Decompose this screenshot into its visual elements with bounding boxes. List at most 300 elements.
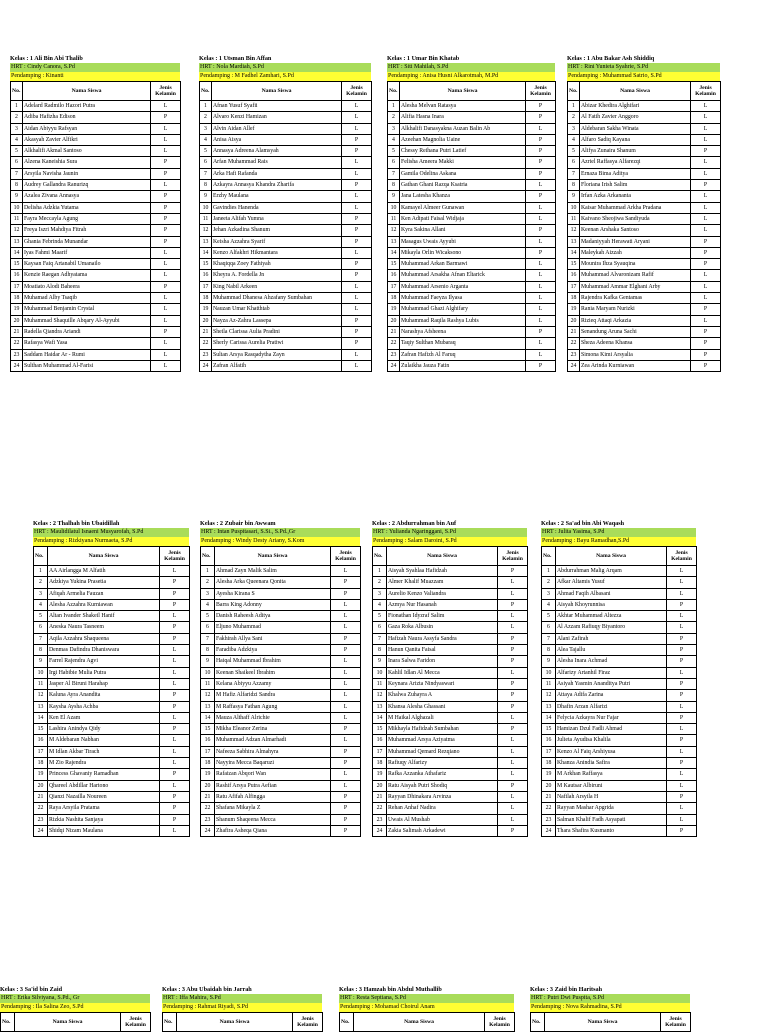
table-row [201, 791, 361, 802]
student-name: Simona Kimi Arsyalia [580, 349, 691, 360]
student-number: 10 [388, 202, 400, 213]
table-row [568, 270, 721, 281]
student-gender: P [691, 146, 721, 157]
header-name: Nama Siswa [354, 1013, 485, 1032]
student-number: 15 [542, 724, 556, 735]
student-number: 20 [201, 780, 215, 791]
table-row [11, 225, 181, 236]
table-row [200, 134, 372, 145]
header-name: Nama Siswa [15, 1013, 121, 1032]
student-number: 24 [34, 825, 48, 836]
student-name: Kaisar Muhammad Arkha Pradana [580, 202, 691, 213]
student-number: 4 [373, 599, 387, 610]
student-number: 8 [388, 180, 400, 191]
table-row [388, 168, 556, 179]
student-name: Zea Arinda Kurniawan [580, 360, 691, 371]
student-name: Nafeeza Sabhira Almahyra [215, 746, 331, 757]
student-number: 15 [201, 724, 215, 735]
student-gender: L [498, 667, 528, 678]
table-row [11, 315, 181, 326]
table-row [568, 202, 721, 213]
student-gender: P [667, 645, 697, 656]
student-gender: L [498, 803, 528, 814]
student-name: Senandung Aruna Sachi [580, 326, 691, 337]
table-row [34, 656, 190, 667]
student-number: 11 [200, 213, 212, 224]
student-name: AA Airlangga M Alfatih [48, 566, 160, 577]
student-name: Anisa Aisya [212, 134, 342, 145]
student-gender: P [498, 656, 528, 667]
student-number: 17 [34, 746, 48, 757]
student-gender: P [667, 791, 697, 802]
student-number: 13 [11, 236, 23, 247]
student-number: 1 [568, 101, 580, 112]
student-name: Aldebaran Sakha Winata [580, 123, 691, 134]
table-header-row [388, 82, 556, 101]
student-name: Felisha Ameera Makki [400, 157, 526, 168]
table-row [11, 112, 181, 123]
student-name: Keisha Azzahra Syarif [212, 236, 342, 247]
student-number: 14 [200, 247, 212, 258]
table-header-row [542, 547, 697, 566]
student-name: Alesha Melvan Ratasya [400, 101, 526, 112]
student-number: 17 [201, 746, 215, 757]
student-number: 18 [373, 758, 387, 769]
student-gender: P [160, 814, 190, 825]
student-number: 22 [542, 803, 556, 814]
student-number: 21 [200, 326, 212, 337]
student-gender: P [160, 803, 190, 814]
assistant-teacher: Pendamping : M Fadhel Zamhari, S.Pd [199, 72, 371, 81]
header-no: No. [11, 82, 23, 101]
assistant-teacher: Pendamping : Kinanti [10, 72, 180, 81]
student-name: Rayyan Dhinakara Arvinza [387, 791, 498, 802]
table-row [201, 690, 361, 701]
header-gender: Jenis Kelamin [485, 1013, 515, 1032]
student-name: Qhareel Abdillar Hartono [48, 780, 160, 791]
student-gender: L [160, 667, 190, 678]
table-row [542, 780, 697, 791]
student-name: Raya Arsyila Pratama [48, 803, 160, 814]
class-title: Kelas : 2 Zubair bin Awwam [200, 520, 276, 527]
homeroom-teacher: HRT : Siti Mahilah, S.Pd [387, 63, 555, 72]
table-row [200, 315, 372, 326]
table-row [542, 622, 697, 633]
student-number: 14 [542, 712, 556, 723]
student-number: 17 [11, 281, 23, 292]
table-row [11, 360, 181, 371]
class-block [372, 519, 527, 837]
student-table [33, 546, 190, 837]
student-number: 22 [568, 338, 580, 349]
homeroom-teacher: HRT : Rini Yunieta Syahrie, S.Pd [567, 63, 720, 72]
student-name: Azeehan Magnolia Uaine [400, 134, 526, 145]
table-row [200, 168, 372, 179]
student-gender: L [151, 247, 181, 258]
student-gender: L [151, 360, 181, 371]
student-number: 14 [568, 247, 580, 258]
table-row [11, 101, 181, 112]
table-row [34, 599, 190, 610]
student-gender: L [691, 157, 721, 168]
student-name: Keenan Arshaka Santoso [580, 225, 691, 236]
student-name: Gaza Roka Albusin [387, 622, 498, 633]
student-gender: L [342, 112, 372, 123]
table-row [542, 667, 697, 678]
student-gender: L [667, 814, 697, 825]
student-gender: L [667, 622, 697, 633]
table-row [200, 293, 372, 304]
student-name: Azriel Raffasya Alfarezqi [580, 157, 691, 168]
student-gender: L [526, 281, 556, 292]
student-gender: L [331, 667, 361, 678]
student-number: 23 [373, 814, 387, 825]
student-name: Kaysha Aysha Achba [48, 701, 160, 712]
table-row [542, 746, 697, 757]
student-gender: P [151, 213, 181, 224]
student-table [530, 1012, 691, 1032]
student-number: 19 [542, 769, 556, 780]
student-gender: L [331, 735, 361, 746]
student-gender: P [151, 191, 181, 202]
table-row [200, 338, 372, 349]
student-gender: P [160, 588, 190, 599]
student-gender: L [526, 270, 556, 281]
student-name: Muhammad Arkan Barmawi [400, 259, 526, 270]
table-row [200, 112, 372, 123]
student-gender: L [526, 338, 556, 349]
student-name: Arsyila Navisha Jaunin [23, 168, 151, 179]
student-table [200, 546, 361, 837]
student-gender: P [667, 690, 697, 701]
student-number: 12 [373, 690, 387, 701]
student-table [0, 1012, 151, 1032]
student-gender: L [342, 293, 372, 304]
student-name: Eljuno Muhammad [215, 622, 331, 633]
table-row [200, 270, 372, 281]
student-number: 21 [542, 791, 556, 802]
student-number: 18 [201, 758, 215, 769]
student-number: 2 [11, 112, 23, 123]
class-block [33, 519, 189, 837]
student-number: 24 [201, 825, 215, 836]
table-row [388, 326, 556, 337]
student-number: 2 [201, 577, 215, 588]
student-name: Aneska Naura Tasneem [48, 622, 160, 633]
student-name: Jana Latesha Khanza [400, 191, 526, 202]
student-gender: L [691, 281, 721, 292]
header-gender: Jenis Kelamin [498, 547, 528, 566]
student-number: 24 [542, 825, 556, 836]
student-name: Faradiba Adzkiya [215, 645, 331, 656]
student-gender: L [667, 746, 697, 757]
table-row [568, 180, 721, 191]
student-number: 18 [568, 293, 580, 304]
table-row [568, 338, 721, 349]
assistant-teacher: Pendamping : Rizkiyana Nurmaeta, S.Pd [33, 537, 189, 546]
student-gender: L [342, 281, 372, 292]
student-number: 24 [568, 360, 580, 371]
student-number: 13 [34, 701, 48, 712]
table-row [11, 349, 181, 360]
student-name: Alvin Aidan Allef [212, 123, 342, 134]
student-name: Khalwa Zuhayra A [387, 690, 498, 701]
table-row [200, 259, 372, 270]
student-name: Uwais Al Mushab [387, 814, 498, 825]
student-number: 2 [373, 577, 387, 588]
table-row [373, 690, 528, 701]
table-row [201, 803, 361, 814]
student-name: Alea Tajallu [556, 645, 667, 656]
student-name: Keenan Shaikeel Ibrahim [215, 667, 331, 678]
table-row [568, 123, 721, 134]
table-row [34, 667, 190, 678]
student-number: 19 [388, 304, 400, 315]
student-gender: P [160, 791, 190, 802]
student-name: Alvaro Kenzi Hamizan [212, 112, 342, 123]
student-name: Saddam Haidar Ar - Rumi [23, 349, 151, 360]
student-number: 19 [568, 304, 580, 315]
student-gender: P [151, 281, 181, 292]
table-header-row [163, 1013, 323, 1032]
table-row [373, 566, 528, 577]
student-name: Rania Maryam Nurizki [580, 304, 691, 315]
student-number: 15 [568, 259, 580, 270]
table-row [34, 577, 190, 588]
student-gender: P [667, 678, 697, 689]
table-row [200, 349, 372, 360]
student-number: 7 [200, 168, 212, 179]
student-gender: L [151, 146, 181, 157]
table-header-row [11, 82, 181, 101]
table-header-row [201, 547, 361, 566]
student-name: Akhtar Muhammad Altezza [556, 611, 667, 622]
table-row [542, 599, 697, 610]
header-gender: Jenis Kelamin [342, 82, 372, 101]
student-number: 12 [388, 225, 400, 236]
student-gender: P [498, 780, 528, 791]
header-name: Nama Siswa [48, 547, 160, 566]
student-name: Almer Khalif Muazzam [387, 577, 498, 588]
student-name: Alesha Arka Queenara Qonita [215, 577, 331, 588]
student-gender: P [667, 599, 697, 610]
student-gender: P [160, 769, 190, 780]
student-number: 8 [11, 180, 23, 191]
table-row [373, 701, 528, 712]
student-gender: L [151, 315, 181, 326]
student-number: 13 [542, 701, 556, 712]
student-gender: L [498, 814, 528, 825]
student-gender: L [498, 611, 528, 622]
student-gender: L [526, 236, 556, 247]
student-number: 4 [34, 599, 48, 610]
student-name: Muhammad Faeyza Ilyasa [400, 293, 526, 304]
table-row [373, 656, 528, 667]
student-number: 9 [200, 191, 212, 202]
student-name: Aurelio Kenzo Valiandra [387, 588, 498, 599]
table-row [34, 633, 190, 644]
header-name: Nama Siswa [545, 1013, 661, 1032]
table-row [373, 724, 528, 735]
student-number: 14 [373, 712, 387, 723]
student-name: Muhammad Ghazi Alghifary [400, 304, 526, 315]
student-gender: L [691, 191, 721, 202]
student-name: Ken El Azam [48, 712, 160, 723]
student-number: 3 [373, 588, 387, 599]
student-name: Zafran Hafizh Al Faruq [400, 349, 526, 360]
student-gender: P [342, 134, 372, 145]
student-name: Hamizan Dzul Fadli Ahmad [556, 724, 667, 735]
student-name: Muhammad Benjamin Crystal [23, 304, 151, 315]
student-number: 23 [201, 814, 215, 825]
student-name: Al Azzam Rafiuqy Biyantoro [556, 622, 667, 633]
table-row [201, 599, 361, 610]
table-row [568, 101, 721, 112]
table-row [373, 611, 528, 622]
table-row [200, 146, 372, 157]
student-name: Lashira Anindya Qidy [48, 724, 160, 735]
table-row [200, 236, 372, 247]
student-name: Kamayel Almeer Gunawan [400, 202, 526, 213]
student-name: Jehan Azkadina Shanum [212, 225, 342, 236]
table-row [34, 712, 190, 723]
student-number: 2 [388, 112, 400, 123]
student-number: 5 [11, 146, 23, 157]
student-gender: P [151, 236, 181, 247]
student-number: 22 [201, 803, 215, 814]
student-number: 9 [388, 191, 400, 202]
student-number: 19 [373, 769, 387, 780]
student-name: Aisyah Syahlaa Hafidzah [387, 566, 498, 577]
student-gender: P [498, 678, 528, 689]
student-name: Kahlil Idlan Al Mecca [387, 667, 498, 678]
student-number: 24 [388, 360, 400, 371]
student-gender: P [331, 633, 361, 644]
student-name: Kaluna Ayra Anandita [48, 690, 160, 701]
student-number: 13 [388, 236, 400, 247]
table-row [201, 769, 361, 780]
table-row [201, 701, 361, 712]
header-gender: Jenis Kelamin [691, 82, 721, 101]
student-gender: L [160, 678, 190, 689]
class-block [567, 54, 720, 372]
header-gender: Jenis Kelamin [160, 547, 190, 566]
student-gender: L [498, 712, 528, 723]
table-row [34, 791, 190, 802]
student-name: Nauzan Umar Khatthtab [212, 304, 342, 315]
table-row [201, 611, 361, 622]
student-name: Muhammad Dhanesa Ahzafany Sumbahan [212, 293, 342, 304]
student-name: Alzena Kaneishia Sura [23, 157, 151, 168]
student-gender: L [331, 656, 361, 667]
student-number: 4 [200, 134, 212, 145]
student-gender: P [691, 180, 721, 191]
table-row [34, 724, 190, 735]
assistant-teacher: Pendamping : Bayu Ramadhan,S.Pd [541, 537, 696, 546]
student-number: 16 [34, 735, 48, 746]
student-gender: P [498, 566, 528, 577]
table-row [373, 769, 528, 780]
student-number: 8 [200, 180, 212, 191]
student-name: Thara Shafira Kusmanto [556, 825, 667, 836]
student-gender: L [342, 360, 372, 371]
student-number: 14 [388, 247, 400, 258]
student-number: 7 [201, 633, 215, 644]
student-gender: L [331, 712, 361, 723]
table-row [542, 701, 697, 712]
student-number: 15 [34, 724, 48, 735]
class-block [162, 985, 322, 1032]
table-row [200, 326, 372, 337]
table-row [11, 247, 181, 258]
student-number: 3 [542, 588, 556, 599]
student-name: Taqiy Sulthan Mubaraq [400, 338, 526, 349]
student-name: M Hafiz Alfaridzi Sandra [215, 690, 331, 701]
student-gender: P [526, 191, 556, 202]
student-number: 7 [373, 633, 387, 644]
student-name: Kenzie Raegan Adhyatama [23, 270, 151, 281]
student-gender: P [342, 146, 372, 157]
student-name: Kaysan Faiq Artanabil Umanailo [23, 259, 151, 270]
student-name: Ahmad Zayn Malik Salim [215, 566, 331, 577]
student-name: Azkayra Annasya Khandra Zharifa [212, 180, 342, 191]
student-name: Asiyah Yasmin Ananditya Putri [556, 678, 667, 689]
table-row [34, 769, 190, 780]
student-name: Aisyah Khoyrunnisa [556, 599, 667, 610]
table-row [568, 315, 721, 326]
table-row [388, 213, 556, 224]
header-name: Nama Siswa [556, 547, 667, 566]
table-row [373, 791, 528, 802]
table-row [201, 633, 361, 644]
table-row [11, 293, 181, 304]
student-name: Nayza Az-Zahra Lassepa [212, 315, 342, 326]
student-number: 4 [201, 599, 215, 610]
header-name: Nama Siswa [212, 82, 342, 101]
student-gender: P [498, 690, 528, 701]
student-number: 15 [373, 724, 387, 735]
student-number: 1 [373, 566, 387, 577]
student-name: Hafizah Naura Assyfa Sandra [387, 633, 498, 644]
table-row [34, 780, 190, 791]
table-row [388, 349, 556, 360]
student-name: Dhafin Arzan Alfarizi [556, 701, 667, 712]
table-row [201, 678, 361, 689]
student-gender: P [331, 758, 361, 769]
table-row [201, 645, 361, 656]
table-row [34, 758, 190, 769]
student-gender: L [331, 780, 361, 791]
student-name: Abdurrahman Malig Arqam [556, 566, 667, 577]
student-number: 18 [34, 758, 48, 769]
class-title: Kelas : 1 Ali Bin Abi Thalib [10, 55, 83, 62]
table-row [11, 338, 181, 349]
student-number: 21 [34, 791, 48, 802]
table-row [34, 611, 190, 622]
student-name: M Raffasya Fathan Agung [215, 701, 331, 712]
student-number: 7 [388, 168, 400, 179]
table-row [388, 360, 556, 371]
student-gender: L [160, 758, 190, 769]
table-row [568, 326, 721, 337]
student-table [541, 546, 697, 837]
student-number: 3 [388, 123, 400, 134]
student-table [10, 81, 181, 372]
student-gender: L [160, 780, 190, 791]
student-number: 11 [34, 678, 48, 689]
student-table [567, 81, 721, 372]
student-gender: P [160, 577, 190, 588]
